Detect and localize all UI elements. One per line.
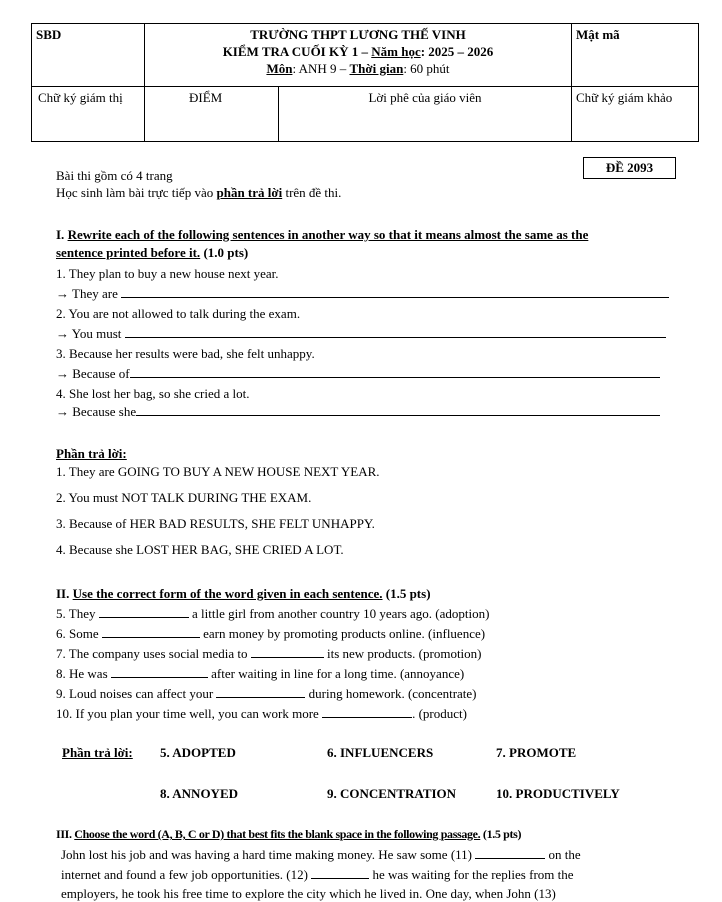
year-value: : 2025 – 2026 (420, 44, 494, 59)
item-pre: 6. Some (56, 626, 102, 641)
exam-title (149, 43, 567, 60)
section2-answer-9: 9. CONCENTRATION (327, 786, 457, 801)
intro-text-end: trên đề thi. (282, 185, 342, 200)
passage-text: internet and found a few job opportunities. (12) (61, 867, 312, 882)
question-4: 4. She lost her bag, so she cried a lot. (56, 386, 250, 401)
word-form-9 (56, 685, 477, 702)
section2-answer-8: 8. ANNOYED (160, 786, 239, 801)
section1-title (56, 226, 588, 243)
answer-blank[interactable] (111, 665, 208, 678)
intro-line-2 (56, 184, 341, 201)
word-form-6 (56, 625, 485, 642)
rewrite-prompt: → You must (56, 326, 125, 341)
intro-text: Học sinh làm bài trực tiếp vào (56, 185, 217, 200)
section1-answer-2: 2. You must NOT TALK DURING THE EXAM. (56, 490, 312, 505)
question-3: 3. Because her results were bad, she felt unhappy. (56, 346, 315, 361)
passage-line-2 (61, 866, 574, 883)
teacher-comment-cell: Lời phê của giáo viên (279, 87, 572, 142)
section2-answer-6: 6. INFLUENCERS (327, 745, 434, 760)
section1-answer-label: Phần trả lời: (56, 446, 127, 461)
item-post: after waiting in line for a long time. (annoyance) (207, 666, 465, 681)
item-post: during homework. (concentrate) (305, 686, 477, 701)
exam-header-table (31, 23, 699, 142)
answer-blank[interactable] (136, 403, 660, 416)
section3-num: III. (56, 827, 75, 841)
exam-prefix: KIỂM TRA CUỐI KỲ 1 – (222, 44, 372, 59)
answer-blank[interactable] (216, 685, 305, 698)
exam-code-box: ĐỀ 2093 (583, 157, 676, 179)
answer-blank[interactable] (322, 705, 412, 718)
answer-blank[interactable] (121, 285, 669, 298)
section1-answer-4: 4. Because she LOST HER BAG, SHE CRIED A LOT. (56, 542, 344, 557)
section1-answer-1: 1. They are GOING TO BUY A NEW HOUSE NEXT YEAR. (56, 464, 380, 479)
section2-answer-10: 10. PRODUCTIVELY (496, 786, 620, 801)
time-label: Thời gian (349, 61, 404, 76)
subject-line (149, 60, 567, 77)
blank-12[interactable] (311, 866, 369, 879)
code-label: Mật mã (576, 27, 620, 42)
question-1: 1. They plan to buy a new house next year. (56, 266, 279, 281)
answer-blank[interactable] (102, 625, 200, 638)
item-pre: 10. If you plan your time well, you can work more (56, 706, 323, 721)
sbd-label: SBD (36, 27, 62, 42)
word-form-7 (56, 645, 482, 662)
rewrite-3 (56, 365, 660, 382)
blank-11[interactable] (475, 846, 545, 859)
word-form-8 (56, 665, 464, 682)
section2-answer-label: Phần trả lời: (62, 745, 133, 760)
answer-blank[interactable] (251, 645, 324, 658)
section1-title-a: Rewrite each of the following sentences in another way so that it means almost the same as the (67, 227, 589, 242)
rewrite-4 (56, 403, 660, 420)
time-value: : 60 phút (403, 61, 450, 76)
section2-points: (1.5 pts) (382, 586, 431, 601)
sbd-cell (32, 24, 145, 87)
question-2: 2. You are not allowed to talk during the exam. (56, 306, 301, 321)
score-cell: ĐIỂM (145, 87, 279, 142)
code-cell (572, 24, 699, 87)
rewrite-2 (56, 325, 666, 342)
section1-title-b: sentence printed before it. (56, 245, 201, 260)
word-form-10 (56, 705, 467, 722)
answer-blank[interactable] (125, 325, 666, 338)
item-post: earn money by promoting products online. (influence) (199, 626, 486, 641)
rewrite-1 (56, 285, 669, 302)
section2-num: II. (56, 586, 73, 601)
section3-title (56, 826, 521, 843)
section2-answer-5: 5. ADOPTED (160, 745, 236, 760)
item-post: a little girl from another country 10 years ago. (adoption) (188, 606, 490, 621)
section2-answer-7: 7. PROMOTE (496, 745, 577, 760)
passage-text: John lost his job and was having a hard time making money. He saw some (11) (61, 847, 476, 862)
section1-title-line2 (56, 244, 248, 261)
item-pre: 5. They (56, 606, 99, 621)
school-name: TRƯỜNG THPT LƯƠNG THẾ VINH (250, 27, 466, 42)
intro-line-1: Bài thi gồm có 4 trang (56, 168, 173, 183)
passage-line-1 (61, 846, 581, 863)
year-label: Năm học (371, 44, 421, 59)
answer-blank[interactable] (99, 605, 189, 618)
section1-points: (1.0 pts) (200, 245, 249, 260)
item-pre: 9. Loud noises can affect your (56, 686, 217, 701)
passage-text: on the (545, 847, 581, 862)
section3-points: (1.5 pts) (480, 827, 522, 841)
item-post: its new products. (promotion) (323, 646, 482, 661)
item-pre: 8. He was (56, 666, 111, 681)
passage-text: he was waiting for the replies from the (369, 867, 574, 882)
word-form-5 (56, 605, 489, 622)
item-post: . (product) (412, 706, 467, 721)
rewrite-prompt: → They are (56, 286, 122, 301)
rewrite-prompt: → Because of (56, 366, 130, 381)
item-pre: 7. The company uses social media to (56, 646, 251, 661)
section1-num: I. (56, 227, 68, 242)
intro-bold: phần trả lời (216, 185, 283, 200)
section3-title-text: Choose the word (A, B, C or D) that best fits the blank space in the following passage. (74, 827, 481, 841)
subject-value: : ANH 9 – (292, 61, 350, 76)
section2-title-text: Use the correct form of the word given in each sentence. (72, 586, 383, 601)
subject-label: Môn (266, 61, 293, 76)
section2-title (56, 585, 431, 602)
section1-answer-3: 3. Because of HER BAD RESULTS, SHE FELT UNHAPPY. (56, 516, 375, 531)
answer-blank[interactable] (130, 365, 660, 378)
examiner-sig-cell: Chữ ký giám khảo (572, 87, 699, 142)
proctor-sig-cell: Chữ ký giám thị (32, 87, 145, 142)
school-info-cell (145, 24, 572, 87)
passage-line-3: employers, he took his free time to explore the city which he lived in. One day, when John (13) (61, 886, 556, 901)
rewrite-prompt: → Because she (56, 404, 137, 419)
